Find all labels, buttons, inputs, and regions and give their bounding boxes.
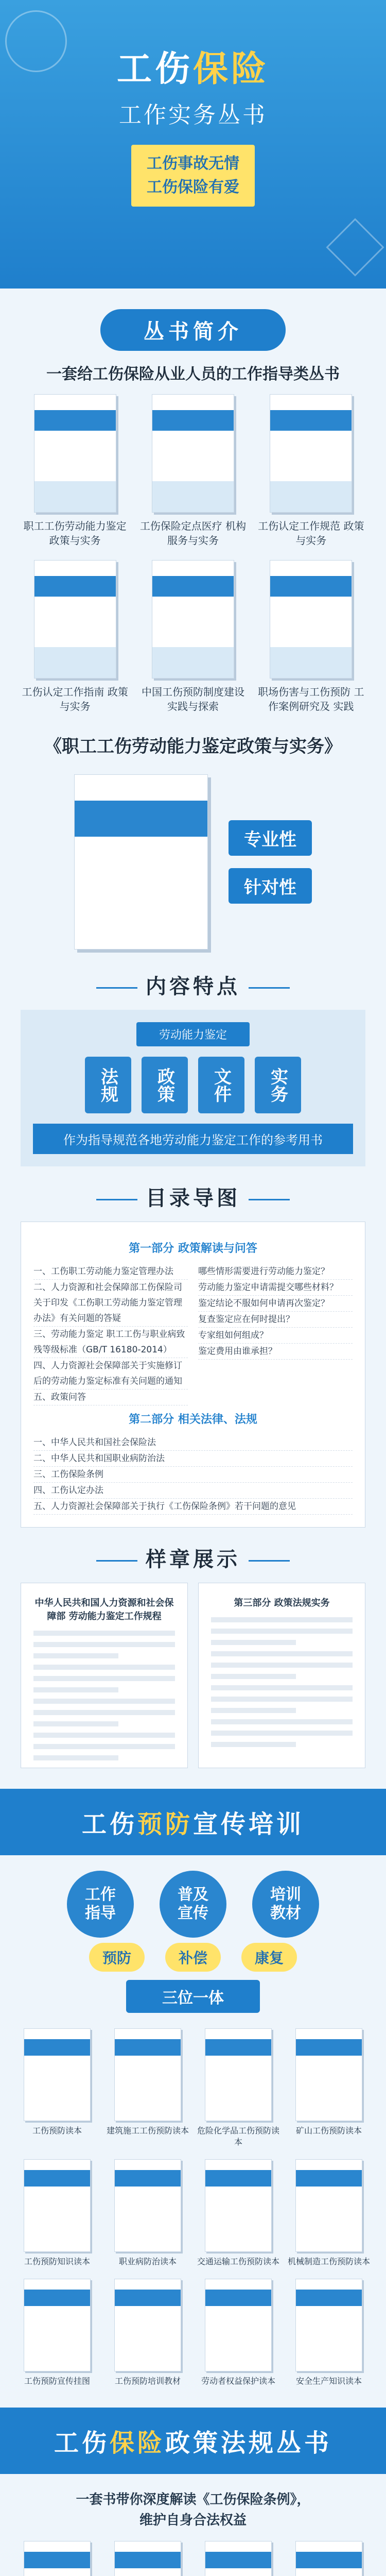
book-card[interactable] — [138, 560, 247, 714]
intro-book-grid — [0, 394, 386, 714]
toc-law-item: 四、工伤认定办法 — [33, 1483, 353, 1499]
training-banner — [0, 1789, 386, 1855]
book-title: 危险化学品工伤预防读本 — [197, 2126, 279, 2147]
cube-policy: 政策 — [142, 1057, 188, 1113]
toc-law-item: 二、中华人民共和国职业病防治法 — [33, 1451, 353, 1467]
toc-part-2: 第二部分 相关法律、法规 — [129, 1413, 257, 1426]
book-card[interactable] — [138, 394, 247, 548]
book-title: 工伤预防知识读本 — [24, 2257, 90, 2266]
featured-book-cover[interactable] — [74, 774, 208, 950]
pill-compensation: 补偿 — [165, 1943, 221, 1972]
training-circles — [0, 1871, 386, 1938]
sample-right-title: 第三部分 政策法规实务 — [234, 1598, 330, 1608]
book-card[interactable] — [15, 2541, 99, 2576]
policy-book-grid — [0, 2541, 386, 2576]
training-book-grid — [0, 2028, 386, 2387]
book-cover[interactable] — [270, 394, 352, 513]
policy-intro — [0, 2489, 386, 2531]
book-cover[interactable] — [24, 2279, 91, 2371]
book-cover[interactable] — [114, 2159, 181, 2252]
book-title: 交通运输工伤预防读本 — [197, 2257, 279, 2266]
policy-title-c: 政策法规丛书 — [165, 2429, 332, 2458]
tag-professional: 专业性 — [229, 820, 312, 856]
sample-heading: 样章展示 — [0, 1543, 386, 1572]
toc-item: 鉴定结论不服如何申请再次鉴定？ — [198, 1296, 353, 1312]
features-heading: 内容特点 — [0, 970, 386, 999]
toc-law-item: 五、人力资源社会保障部关于执行《工伤保险条例》若干问题的意见 — [33, 1499, 353, 1515]
toc-left-column — [33, 1264, 188, 1405]
book-title: 机械制造工伤预防读本 — [287, 2257, 370, 2266]
book-title: 安全生产知识读本 — [295, 2376, 362, 2386]
book-cover[interactable] — [114, 2541, 181, 2576]
toc-item: 鉴定费用由谁承担？ — [198, 1344, 353, 1360]
book-cover[interactable] — [34, 394, 116, 513]
featured-book — [0, 769, 386, 955]
book-card[interactable] — [197, 2028, 280, 2148]
toc-block — [21, 1222, 365, 1528]
book-card[interactable] — [21, 560, 129, 714]
book-cover[interactable] — [114, 2279, 181, 2371]
intro-banner: 丛书简介 — [100, 309, 286, 351]
book-title: 职业病防治读本 — [118, 2257, 177, 2266]
decor-diamond-icon — [326, 218, 384, 276]
tag-targeted: 针对性 — [229, 868, 312, 904]
book-card[interactable] — [21, 394, 129, 548]
toc-item: 复查鉴定应在何时提出？ — [198, 1312, 353, 1328]
book-title: 职工工伤劳动能力鉴定 政策与实务 — [23, 520, 127, 547]
book-title: 工伤保险定点医疗 机构服务与实务 — [139, 520, 247, 547]
book-card[interactable] — [106, 2541, 189, 2576]
book-card[interactable] — [15, 2159, 99, 2267]
book-cover[interactable] — [114, 2028, 181, 2121]
book-card[interactable] — [106, 2279, 189, 2387]
book-cover[interactable] — [205, 2159, 272, 2252]
features-strip: 作为指导规范各地劳动能力鉴定工作的参考用书 — [33, 1124, 353, 1154]
pill-rehabilitation: 康复 — [241, 1943, 297, 1972]
policy-title-a: 工伤 — [54, 2429, 110, 2458]
training-title-b: 预防 — [137, 1810, 193, 1839]
toc-item: 五、政策问答 — [33, 1389, 188, 1405]
intro-tagline: 一套给工伤保险从业人员的工作指导类丛书 — [46, 365, 340, 383]
policy-intro-line-2: 维护自身合法权益 — [139, 2513, 247, 2528]
toc-law-item: 一、中华人民共和国社会保险法 — [33, 1435, 353, 1451]
cube-practice: 实务 — [255, 1057, 301, 1113]
toc-heading: 目录导图 — [0, 1182, 386, 1211]
book-card[interactable] — [287, 2159, 371, 2267]
toc-item: 一、工伤职工劳动能力鉴定管理办法 — [33, 1264, 188, 1280]
toc-item: 劳动能力鉴定申请需提交哪些材料？ — [198, 1280, 353, 1296]
decor-circle-icon — [5, 10, 67, 72]
sample-page-right[interactable] — [198, 1583, 365, 1768]
training-title-a: 工伤 — [81, 1810, 137, 1839]
toc-item: 哪些情形需要进行劳动能力鉴定？ — [198, 1264, 353, 1280]
hero-title-a: 工伤 — [116, 49, 193, 90]
features-cubes — [33, 1057, 353, 1113]
policy-title-b: 保险 — [109, 2429, 165, 2458]
book-title: 工伤预防读本 — [32, 2126, 82, 2136]
pill-prevention: 预防 — [89, 1943, 145, 1972]
book-card[interactable] — [257, 560, 365, 714]
sample-page-left[interactable] — [21, 1583, 188, 1768]
slogan-line-2: 工伤保险有爱 — [147, 178, 239, 196]
circle-textbook: 培训 教材 — [252, 1871, 319, 1938]
book-cover[interactable] — [205, 2541, 272, 2576]
book-cover[interactable] — [295, 2028, 362, 2121]
book-cover[interactable] — [34, 560, 116, 679]
toc-law-item: 三、工伤保险条例 — [33, 1467, 353, 1483]
book-card[interactable] — [15, 2279, 99, 2387]
featured-title: 《职工工伤劳动能力鉴定政策与实务》 — [44, 736, 342, 757]
book-title: 职场伤害与工伤预防 工作案例研究及 实践 — [258, 686, 364, 713]
toc-right-column — [198, 1264, 353, 1405]
book-title: 工伤预防培训教材 — [114, 2376, 181, 2386]
book-card[interactable] — [106, 2159, 189, 2267]
book-cover[interactable] — [205, 2279, 272, 2371]
book-cover[interactable] — [24, 2541, 91, 2576]
features-block — [21, 1010, 365, 1166]
featured-tags — [229, 820, 312, 904]
policy-banner — [0, 2408, 386, 2474]
book-title: 中国工伤预防制度建设 实践与探索 — [141, 686, 244, 713]
book-card[interactable] — [197, 2159, 280, 2267]
hero-slogan — [131, 145, 255, 207]
book-card[interactable] — [287, 2028, 371, 2148]
toc-columns — [33, 1264, 353, 1405]
slogan-line-1: 工伤事故无情 — [147, 155, 239, 173]
book-cover[interactable] — [295, 2541, 362, 2576]
sample-pages — [0, 1583, 386, 1768]
book-title: 矿山工伤预防读本 — [295, 2126, 362, 2136]
circle-guidance: 工作 指导 — [67, 1871, 134, 1938]
circle-publicity: 普及 宣传 — [160, 1871, 226, 1938]
book-cover[interactable] — [24, 2159, 91, 2252]
book-card[interactable] — [15, 2028, 99, 2148]
book-title: 建筑施工工伤预防读本 — [106, 2126, 189, 2136]
training-title-c: 宣传培训 — [193, 1810, 305, 1839]
hero-title-b: 保险 — [193, 49, 270, 90]
book-card[interactable] — [257, 394, 365, 548]
toc-item: 三、劳动能力鉴定 职工工伤与职业病致残等级标准（GB/T 16180-2014） — [33, 1327, 188, 1358]
toc-item: 专家组如何组成？ — [198, 1328, 353, 1344]
training-unity: 三位一体 — [126, 1980, 260, 2013]
book-title: 工伤认定工作规范 政策与实务 — [258, 520, 364, 547]
training-pills — [0, 1943, 386, 1972]
cube-document: 文件 — [198, 1057, 244, 1113]
toc-part-1: 第一部分 政策解读与问答 — [129, 1242, 257, 1255]
book-card[interactable] — [287, 2279, 371, 2387]
book-title: 工伤预防宣传挂图 — [24, 2376, 90, 2386]
book-cover[interactable] — [152, 394, 234, 513]
book-title: 劳动者权益保护读本 — [201, 2376, 275, 2386]
sample-left-title: 中华人民共和国人力资源和社会保障部 劳动能力鉴定工作规程 — [34, 1598, 174, 1622]
book-title: 工伤认定工作指南 政策与实务 — [22, 686, 128, 713]
book-cover[interactable] — [205, 2028, 272, 2121]
cube-law: 法规 — [85, 1057, 131, 1113]
book-cover[interactable] — [152, 560, 234, 679]
hero-banner — [0, 0, 386, 289]
policy-intro-line-1: 一套书带你深度解读《工伤保险条例》， — [76, 2492, 310, 2507]
book-cover[interactable] — [295, 2279, 362, 2371]
book-card[interactable] — [197, 2541, 280, 2576]
hero-subtitle: 工作实务丛书 — [119, 102, 267, 128]
toc-item: 二、人力资源和社会保障部工伤保险司关于印发《工伤职工劳动能力鉴定管理办法》有关问题的答疑 — [33, 1280, 188, 1327]
toc-item: 四、人力资源社会保障部关于实施修订后的劳动能力鉴定标准有关问题的通知 — [33, 1358, 188, 1389]
book-cover[interactable] — [270, 560, 352, 679]
book-cover[interactable] — [24, 2028, 91, 2121]
book-cover[interactable] — [295, 2159, 362, 2252]
book-card[interactable] — [106, 2028, 189, 2148]
book-card[interactable] — [287, 2541, 371, 2576]
book-card[interactable] — [197, 2279, 280, 2387]
features-small-label: 劳动能力鉴定 — [136, 1022, 250, 1046]
